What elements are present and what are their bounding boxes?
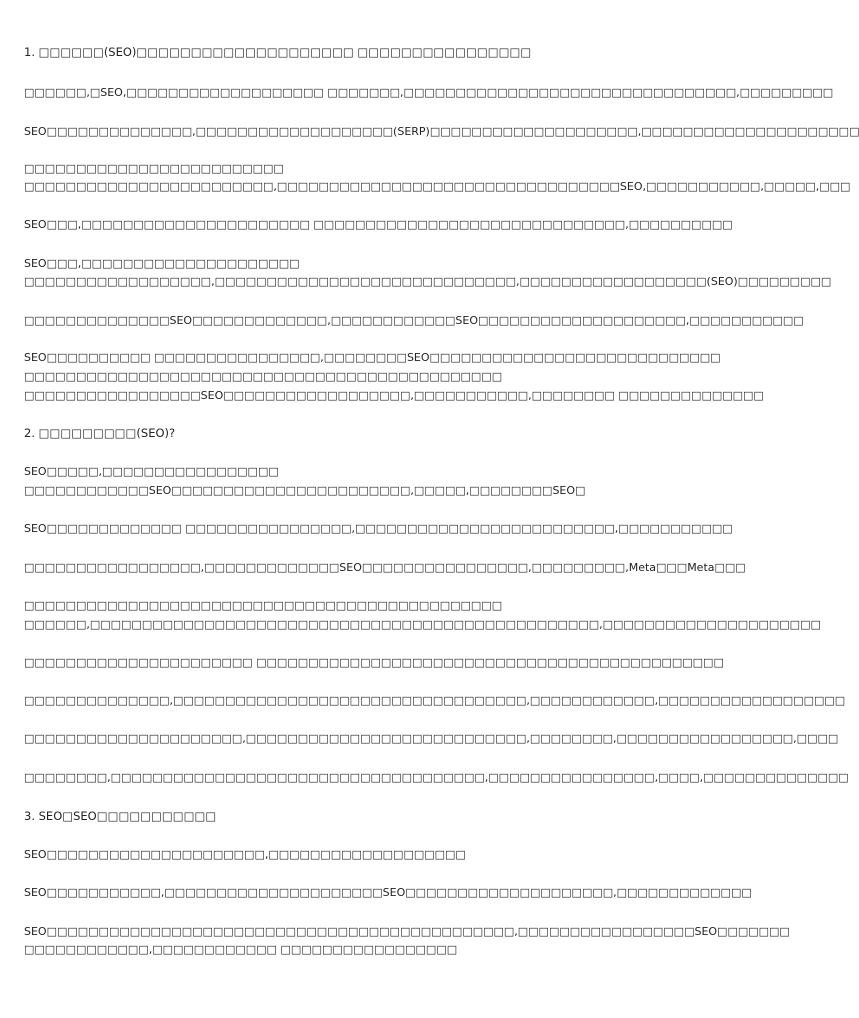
- paragraph-line: □□□□□□□□□□□□□□□□□SEO□□□□□□□□□□□□□□□□□□,□□□□□□□□□□□,□□□□□□□□ □□□□□□□□□□□□□□: [24, 389, 764, 402]
- paragraph-line: SEO□□□□□□□□□□□,□□□□□□□□□□□□□□□□□□□□□SEO□□□□□□□□□□□□□□□□□□□□,□□□□□□□□□□□□□: [24, 886, 752, 899]
- paragraph-line: SEO□□□,□□□□□□□□□□□□□□□□□□□□□: [24, 257, 300, 270]
- paragraph-line: □□□□□□□□□□□□□□□□□□,□□□□□□□□□□□□□□□□□□□□□□□□□□□□□,□□□□□□□□□□□□□□□□□□(SEO)□□□□□□□□□: [24, 275, 832, 288]
- heading-section-1: 1. □□□□□□(SEO)□□□□□□□□□□□□□□□□□□□□ □□□□□□□□□□□□□□□□: [24, 45, 532, 59]
- heading-section-3: 3. SEO□SEO□□□□□□□□□□□: [24, 809, 217, 823]
- paragraph-line: □□□□□□□□□□□□□□□□□□□□□,□□□□□□□□□□□□□□□□□□□□□□□□□□□,□□□□□□□□,□□□□□□□□□□□□□□□□□,□□□□: [24, 732, 839, 745]
- paragraph-line: SEO□□□□□□□□□□□□□□,□□□□□□□□□□□□□□□□□□□(SERP)□□□□□□□□□□□□□□□□□□□□,□□□□□□□□□□□□□□□□□□□□□: [24, 125, 859, 138]
- paragraph-line: SEO□□□□□□□□□□□□□□□□□□□□□,□□□□□□□□□□□□□□□□□□□: [24, 848, 466, 861]
- heading-section-2: 2. □□□□□□□□□(SEO)?: [24, 426, 176, 440]
- paragraph-line: SEO□□□□□□□□□□□□□□□□□□□□□□□□□□□□□□□□□□□□□□□□□□□□□,□□□□□□□□□□□□□□□□□SEO□□□□□□□: [24, 925, 790, 938]
- document-page: [24, 0, 859, 1018]
- paragraph-line: SEO□□□□□□□□□□□□□ □□□□□□□□□□□□□□□□,□□□□□□□□□□□□□□□□□□□□□□□□□,□□□□□□□□□□□: [24, 522, 733, 535]
- paragraph-line: □□□□□□□□□□□□SEO□□□□□□□□□□□□□□□□□□□□□□□,□□□□□,□□□□□□□□SEO□: [24, 484, 586, 497]
- paragraph-line: SEO□□□,□□□□□□□□□□□□□□□□□□□□□□ □□□□□□□□□□□□□□□□□□□□□□□□□□□□□□,□□□□□□□□□□: [24, 218, 733, 231]
- paragraph-line: □□□□□□□□□□□□□□□□□,□□□□□□□□□□□□□SEO□□□□□□□□□□□□□□□□,□□□□□□□□□,Meta□□□Meta□□□: [24, 561, 746, 574]
- paragraph-line: □□□□□□□□□□□□□□,□□□□□□□□□□□□□□□□□□□□□□□□□□□□□□□□□□,□□□□□□□□□□□□,□□□□□□□□□□□□□□□□□□: [24, 694, 846, 707]
- paragraph-line: □□□□□□□□□□□□□□□□□□□□□□□□,□□□□□□□□□□□□□□□□□□□□□□□□□□□□□□□□□SEO,□□□□□□□□□□□,□□□□□,□□□: [24, 180, 851, 193]
- paragraph-line: □□□□□□,□□□□□□□□□□□□□□□□□□□□□□□□□□□□□□□□□□□□□□□□□□□□□□□□□,□□□□□□□□□□□□□□□□□□□□□: [24, 618, 821, 631]
- paragraph-line: □□□□□□□□□□□□□□□□□□□□□□□□□: [24, 162, 284, 175]
- paragraph-line: □□□□□□□□□□□□□□□□□□□□□□ □□□□□□□□□□□□□□□□□□□□□□□□□□□□□□□□□□□□□□□□□□□□□: [24, 656, 724, 669]
- paragraph-line: □□□□□□□□□□□□□□□□□□□□□□□□□□□□□□□□□□□□□□□□□□□□□□: [24, 370, 503, 383]
- paragraph-line: SEO□□□□□□□□□□ □□□□□□□□□□□□□□□□,□□□□□□□□SEO□□□□□□□□□□□□□□□□□□□□□□□□□□□□: [24, 351, 721, 364]
- paragraph-line: □□□□□□□□,□□□□□□□□□□□□□□□□□□□□□□□□□□□□□□□□□□□□,□□□□□□□□□□□□□□□□,□□□□,□□□□□□□□□□□□□□: [24, 771, 849, 784]
- paragraph-line: SEO□□□□□,□□□□□□□□□□□□□□□□□: [24, 465, 279, 478]
- paragraph-line: □□□□□□□□□□□□,□□□□□□□□□□□□ □□□□□□□□□□□□□□□□□: [24, 943, 458, 956]
- paragraph-line: □□□□□□□□□□□□□□SEO□□□□□□□□□□□□□,□□□□□□□□□□□□SEO□□□□□□□□□□□□□□□□□□□□,□□□□□□□□□□□: [24, 314, 804, 327]
- paragraph-line: □□□□□□□□□□□□□□□□□□□□□□□□□□□□□□□□□□□□□□□□□□□□□□: [24, 599, 503, 612]
- paragraph-line: □□□□□□,□SEO,□□□□□□□□□□□□□□□□□□□ □□□□□□□,□□□□□□□□□□□□□□□□□□□□□□□□□□□□□□□□,□□□□□□□□□: [24, 86, 834, 99]
